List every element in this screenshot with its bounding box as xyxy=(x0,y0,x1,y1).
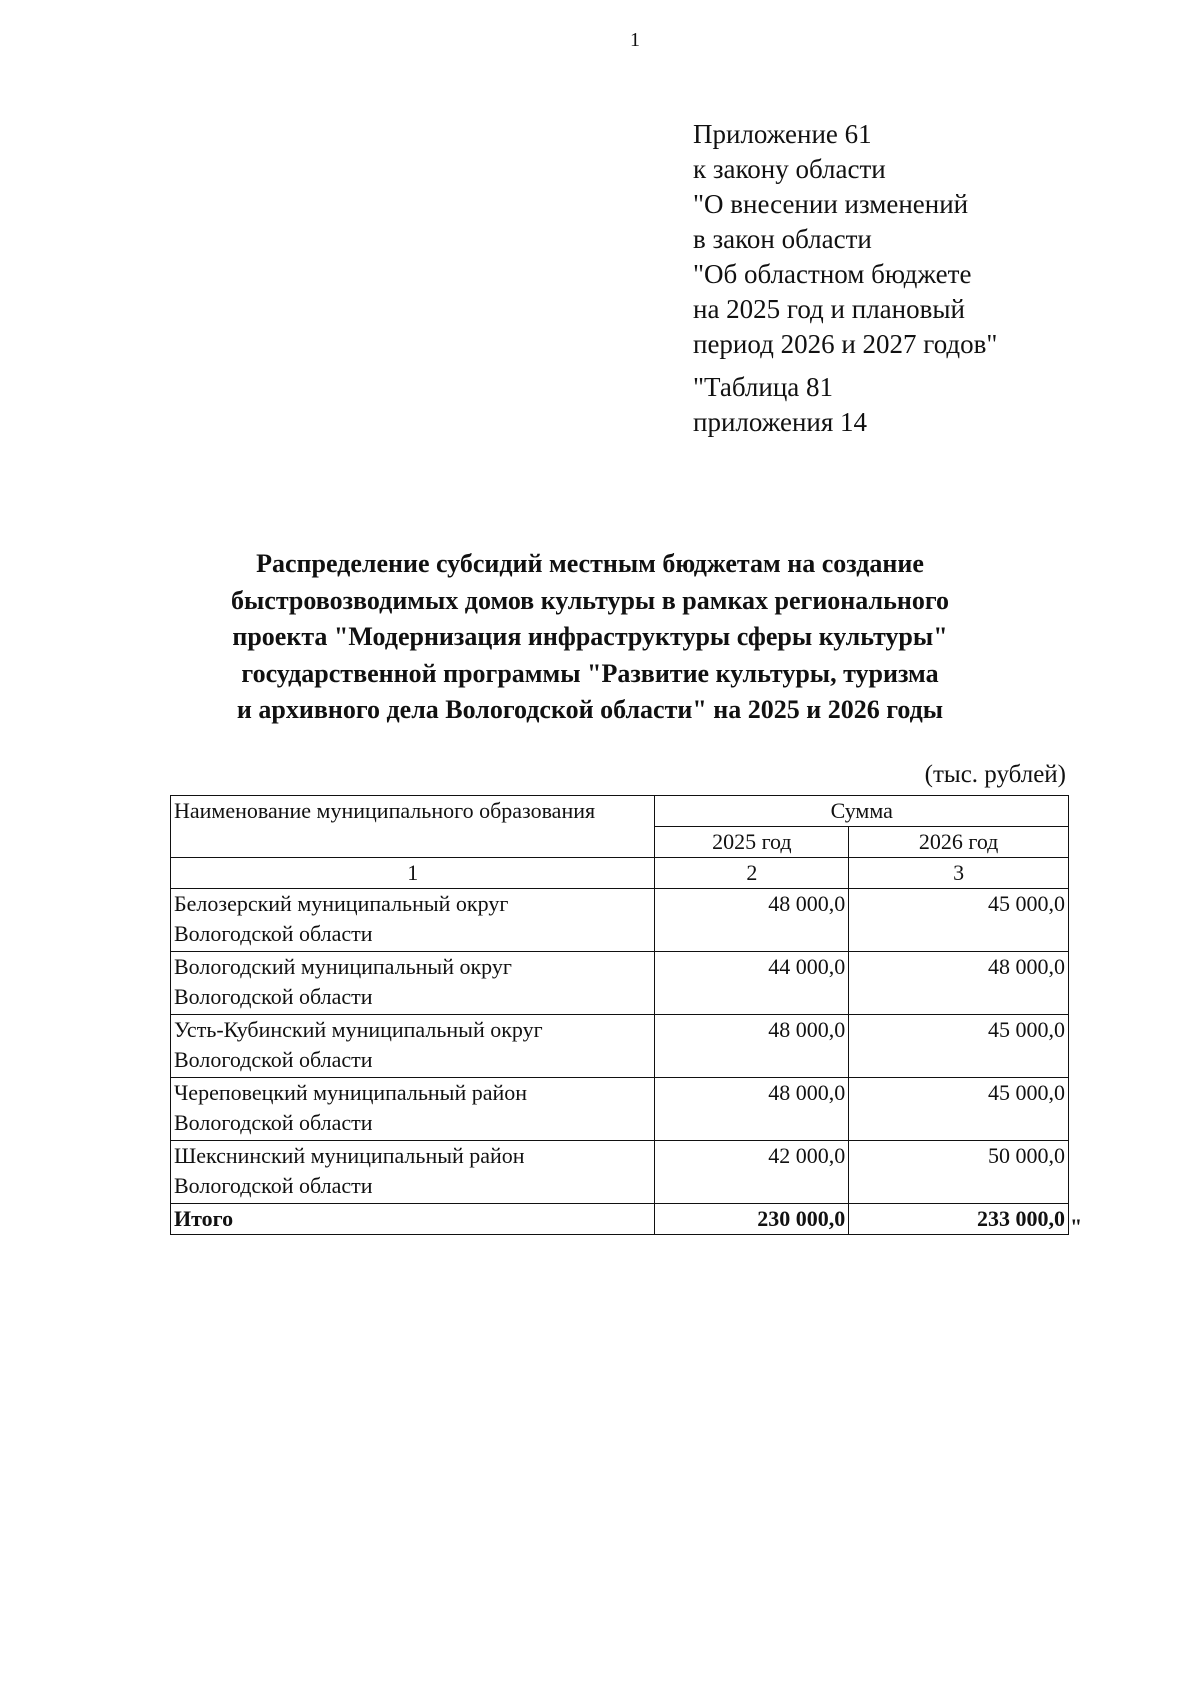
column-number-row xyxy=(171,858,1069,889)
table-row xyxy=(171,1078,1069,1141)
municipality-name-line: Вологодской области xyxy=(174,1047,373,1072)
amount-2025: 44 000,0 xyxy=(655,952,849,1015)
municipality-name-line: Усть-Кубинский муниципальный округ xyxy=(174,1017,543,1042)
column-number: 1 xyxy=(171,858,655,889)
appendix-line: Приложение 61 xyxy=(693,119,872,149)
table-header-row xyxy=(171,796,1069,827)
page-number: 1 xyxy=(630,29,640,51)
amount-2026: 45 000,0 xyxy=(849,889,1069,952)
table-row xyxy=(171,1015,1069,1078)
total-2025: 230 000,0 xyxy=(655,1204,849,1235)
header-year-2025: 2025 год xyxy=(655,827,849,858)
amount-2025: 48 000,0 xyxy=(655,1078,849,1141)
municipality-name xyxy=(171,1015,655,1078)
header-year-2026: 2026 год xyxy=(849,827,1069,858)
amount-2026: 45 000,0 xyxy=(849,1078,1069,1141)
amount-2025: 48 000,0 xyxy=(655,1015,849,1078)
units-label: (тыс. рублей) xyxy=(924,761,1066,788)
municipality-name xyxy=(171,1141,655,1204)
amount-2026: 45 000,0 xyxy=(849,1015,1069,1078)
municipality-name-line: Вологодской области xyxy=(174,1173,373,1198)
title-line: и архивного дела Вологодской области" на 2025 и 2026 годы xyxy=(236,695,944,724)
municipality-name xyxy=(171,952,655,1015)
municipality-name-line: Вологодской области xyxy=(174,921,373,946)
municipality-name-line: Вологодской области xyxy=(174,1110,373,1135)
appendix-line: "О внесении изменений xyxy=(693,189,969,219)
column-number: 2 xyxy=(655,858,849,889)
title-line: проекта "Модернизация инфраструктуры сферы культуры" xyxy=(232,622,948,651)
closing-quote: " xyxy=(1070,1214,1083,1239)
municipality-name-line: Вологодской области xyxy=(174,984,373,1009)
column-number: 3 xyxy=(849,858,1069,889)
header-municipality: Наименование муниципального образования xyxy=(171,796,655,858)
appendix-line: "Об областном бюджете xyxy=(693,259,972,289)
appendix-line: период 2026 и 2027 годов" xyxy=(693,329,998,359)
amount-2025: 42 000,0 xyxy=(655,1141,849,1204)
municipality-name xyxy=(171,1078,655,1141)
amount-2025: 48 000,0 xyxy=(655,889,849,952)
table-reference-line: приложения 14 xyxy=(693,407,868,437)
table-row xyxy=(171,952,1069,1015)
appendix-line: на 2025 год и плановый xyxy=(693,294,965,324)
header-sum: Сумма xyxy=(655,796,1069,827)
municipality-name-line: Вологодский муниципальный округ xyxy=(174,954,512,979)
appendix-line: в закон области xyxy=(693,224,872,254)
table-row xyxy=(171,1141,1069,1204)
table-reference-line: "Таблица 81 xyxy=(693,372,833,402)
title-line: быстровозводимых домов культуры в рамках регионального xyxy=(231,585,949,615)
subsidy-table xyxy=(170,795,1069,1235)
total-2026: 233 000,0 xyxy=(849,1204,1069,1235)
table-row xyxy=(171,889,1069,952)
municipality-name-line: Шекснинский муниципальный район xyxy=(174,1143,525,1168)
amount-2026: 48 000,0 xyxy=(849,952,1069,1015)
amount-2026: 50 000,0 xyxy=(849,1141,1069,1204)
municipality-name-line: Белозерский муниципальный округ xyxy=(174,891,509,916)
total-row xyxy=(171,1204,1069,1235)
municipality-name xyxy=(171,889,655,952)
appendix-block xyxy=(693,117,997,440)
title-line: Распределение субсидий местным бюджетам на создание xyxy=(256,549,924,578)
municipality-name-line: Череповецкий муниципальный район xyxy=(174,1080,528,1105)
document-title xyxy=(170,546,1010,729)
total-label: Итого xyxy=(171,1204,655,1235)
appendix-line: к закону области xyxy=(693,154,886,184)
title-line: государственной программы "Развитие культуры, туризма xyxy=(241,658,939,688)
